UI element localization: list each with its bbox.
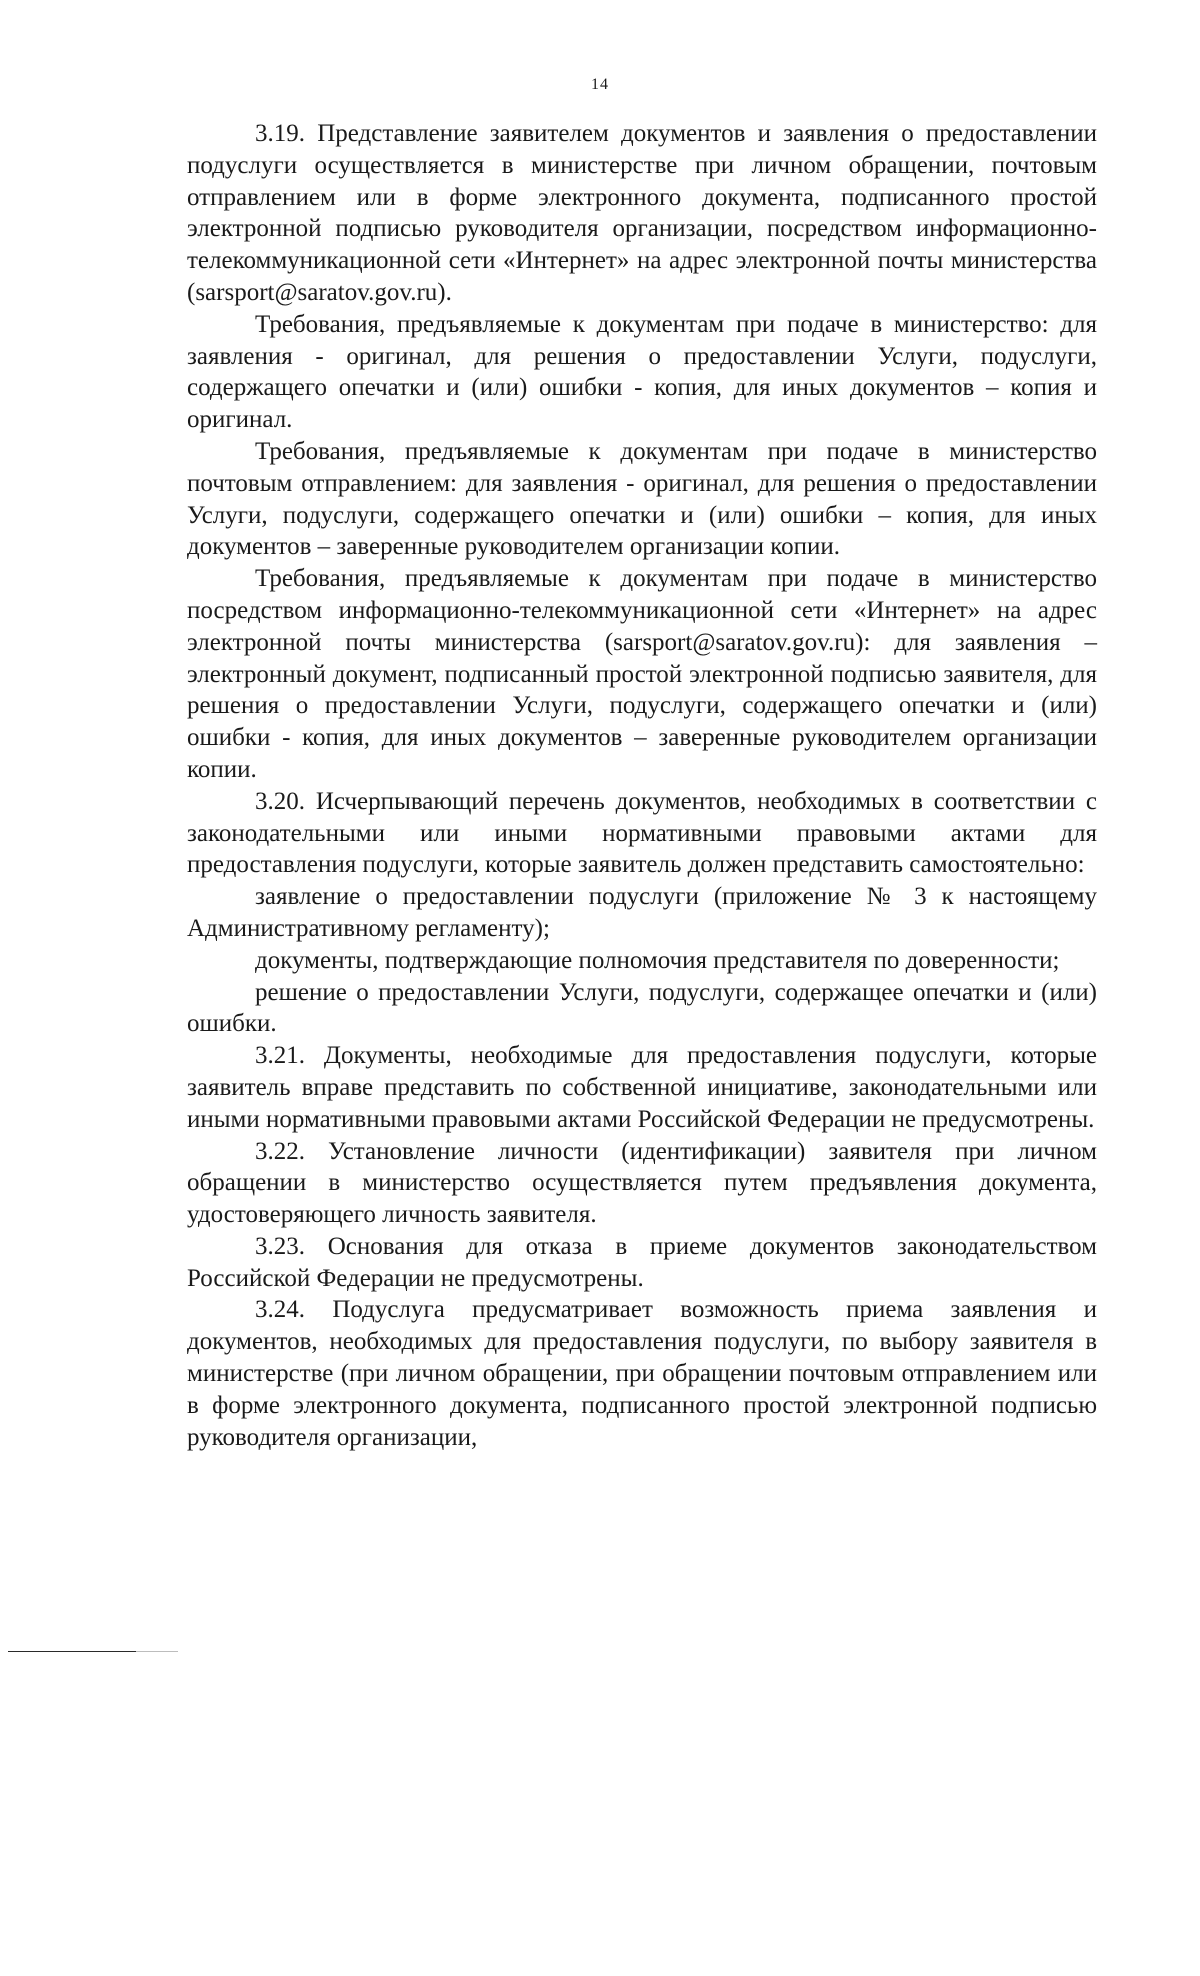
- paragraph-requirements-ministry: Требования, предъявляемые к документам при подаче в министерство: для заявления - оригинал, для решения о предоставлении Услуги, подуслуги, содержащего опечатки и (или) ошибки - копия, для иных документов – копия и оригинал.: [187, 310, 1097, 434]
- paragraph-3-19: 3.19. Представление заявителем документов и заявления о предоставлении подуслуги осуществляется в министерстве при личном обращении, почтовым отправлением или в форме электронного документа, подписанного простой электронной подписью руководителя организации, посредством информационно-телекоммуникационной сети «Интернет» на адрес электронной почты министерства (sarsport@saratov.gov.ru).: [187, 120, 1097, 306]
- paragraph-requirements-mail: Требования, предъявляемые к документам при подаче в министерство почтовым отправлением: для заявления - оригинал, для решения о предоставлении Услуги, подуслуги, содержащего опечатки и (или) ошибки – копия, для иных документов – заверенные руководителем организации копии.: [187, 437, 1097, 561]
- list-item-decision-errors: решение о предоставлении Услуги, подуслуги, содержащее опечатки и (или) ошибки.: [187, 978, 1097, 1038]
- paragraph-3-22: 3.22. Установление личности (идентификации) заявителя при личном обращении в министерство осуществляется путем предъявления документа, удостоверяющего личность заявителя.: [187, 1137, 1097, 1229]
- page-number: 14: [591, 76, 609, 93]
- paragraph-requirements-internet: Требования, предъявляемые к документам при подаче в министерство посредством информационно-телекоммуникационной сети «Интернет» на адрес электронной почты министерства (sarsport@saratov.gov.ru): для заявления – электронный документ, подписанный простой электронной подписью заявителя, для решения о предоставлении Услуги, подуслуги, содержащего опечатки и (или) ошибки - копия, для иных документов – заверенные руководителем организации копии.: [187, 565, 1097, 783]
- paragraph-3-24: 3.24. Подуслуга предусматривает возможность приема заявления и документов, необходимых для предоставления подуслуги, по выбору заявителя в министерстве (при личном обращении, при обращении почтовым отправлением или в форме электронного документа, подписанного простой электронной подписью руководителя организации,: [187, 1296, 1097, 1451]
- footnote-rule-tail: [136, 1651, 178, 1652]
- paragraph-3-20: 3.20. Исчерпывающий перечень документов, необходимых в соответствии с законодательными или иными нормативными правовыми актами для предоставления подуслуги, которые заявитель должен представить самостоятельно:: [187, 787, 1097, 879]
- list-item-application: заявление о предоставлении подуслуги (приложение № 3 к настоящему Административному регламенту);: [187, 883, 1097, 942]
- paragraph-3-23: 3.23. Основания для отказа в приеме документов законодательством Российской Федерации не предусмотрены.: [187, 1232, 1097, 1292]
- paragraph-3-21: 3.21. Документы, необходимые для предоставления подуслуги, которые заявитель вправе представить по собственной инициативе, законодательными или иными нормативными правовыми актами Российской Федерации не предусмотрены.: [187, 1042, 1097, 1133]
- footnote-rule: [8, 1651, 136, 1652]
- document-body: [187, 118, 1097, 1453]
- list-item-power-of-attorney: документы, подтверждающие полномочия представителя по доверенности;: [255, 946, 1060, 974]
